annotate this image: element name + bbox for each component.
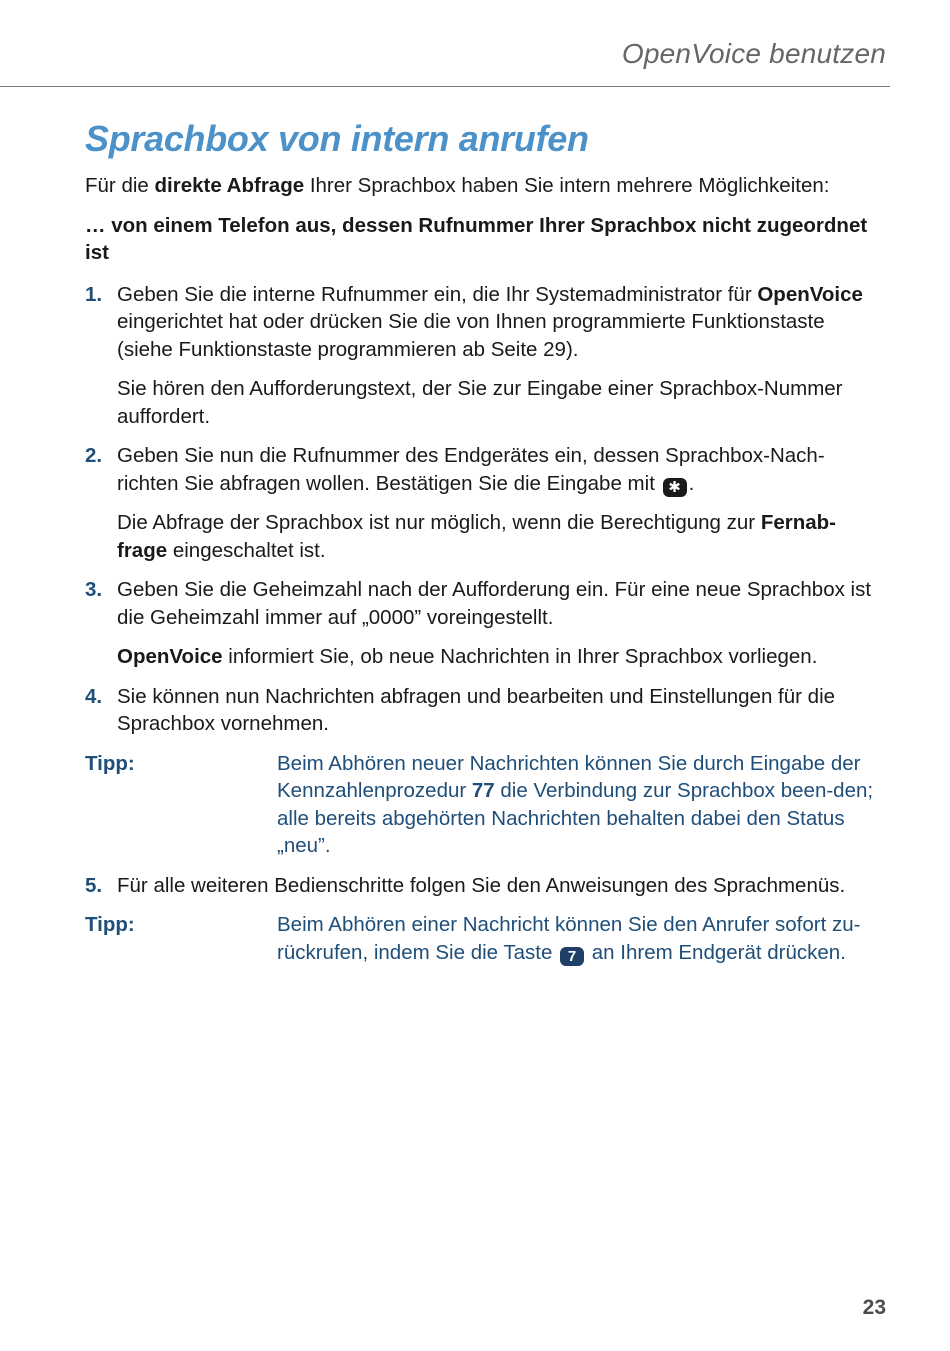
tip-text-end: an Ihrem Endgerät drücken.: [586, 940, 846, 964]
tip-text: Beim Abhören neuer Nachrichten können Sie durch Eingabe der Kennzahlenprozedur: [277, 751, 861, 802]
tip-text: Beim Abhören einer Nachricht können Sie den Anrufer sofort zu-rückrufen, indem Sie die Taste: [277, 913, 861, 964]
step-text: Geben Sie die interne Rufnummer ein, die Ihr Systemadministrator für: [117, 282, 758, 306]
step-text: Sie können nun Nachrichten abfragen und bearbeiten und Einstellungen für die Sprachbox vornehmen.: [117, 684, 836, 735]
note-text-end: informiert Sie, ob neue Nachrichten in Ihrer Sprachbox vorliegen.: [222, 645, 818, 668]
step-text: Geben Sie nun die Rufnummer des Endgerätes ein, dessen Sprachbox-Nach-richten Sie abfragen wollen. Bestätigen Sie die Eingabe mit: [117, 444, 825, 495]
step-text: Geben Sie die Geheimzahl nach der Aufforderung ein. Für eine neue Sprachbox ist die Geheimzahl immer auf „0000” voreingestellt.: [117, 578, 872, 629]
page-number: 23: [862, 1296, 886, 1319]
step-3-note: [85, 643, 885, 671]
key-7-icon: 7: [560, 947, 584, 966]
step-number: 1.: [85, 282, 103, 306]
page-title: Sprachbox von intern anrufen: [85, 118, 589, 159]
intro-text-end: Ihrer Sprachbox haben Sie intern mehrere Möglichkeiten:: [304, 174, 830, 197]
step-text-end: eingerichtet hat oder drücken Sie die von Ihnen programmierte Funktionstaste (siehe Funktionstaste programmieren ab Seite 29).: [117, 310, 825, 361]
header-divider: [0, 86, 890, 87]
step-number: 3.: [85, 578, 103, 601]
tip-label: Tipp:: [85, 913, 135, 936]
step-number: 2.: [85, 444, 103, 467]
note-text-end: eingeschaltet ist.: [167, 538, 326, 562]
section-subheading: … von einem Telefon aus, dessen Rufnummer Ihrer Sprachbox nicht zugeordnet ist: [85, 213, 868, 264]
intro-paragraph: [85, 172, 885, 200]
step-3: [85, 576, 885, 631]
step-number: 5.: [85, 873, 103, 897]
step-4: [85, 683, 885, 738]
intro-emphasis: direkte Abfrage: [154, 174, 305, 197]
intro-text: Für die: [85, 174, 155, 197]
step-emphasis: OpenVoice: [757, 282, 863, 306]
tip-2: [85, 911, 885, 966]
note-emphasis: Fernab-frage: [117, 511, 837, 562]
step-1: [85, 281, 885, 364]
page-content: [85, 118, 885, 978]
tip-text-end: die Verbindung zur Sprachbox been-den; alle bereits abgehörten Nachrichten behalten dabei den Status „neu”.: [277, 779, 874, 857]
step-5: [85, 872, 885, 900]
note-emphasis: OpenVoice: [117, 645, 223, 668]
tip-emphasis: 77: [471, 779, 495, 802]
note-text: Die Abfrage der Sprachbox ist nur möglich, wenn die Berechtigung zur: [117, 511, 761, 534]
step-2-note: [85, 509, 885, 564]
step-text-end: .: [688, 471, 695, 495]
asterisk-key-icon: ✱: [663, 478, 687, 497]
step-1-note: Sie hören den Aufforderungstext, der Sie zur Eingabe einer Sprachbox-Nummer auffordert.: [117, 377, 843, 428]
step-text: Für alle weiteren Bedienschritte folgen Sie den Anweisungen des Sprachmenüs.: [117, 873, 846, 897]
tip-1: [85, 750, 885, 860]
tip-label: Tipp:: [85, 751, 135, 775]
step-number: 4.: [85, 684, 103, 708]
step-2: [85, 442, 885, 497]
running-header: OpenVoice benutzen: [621, 38, 886, 69]
